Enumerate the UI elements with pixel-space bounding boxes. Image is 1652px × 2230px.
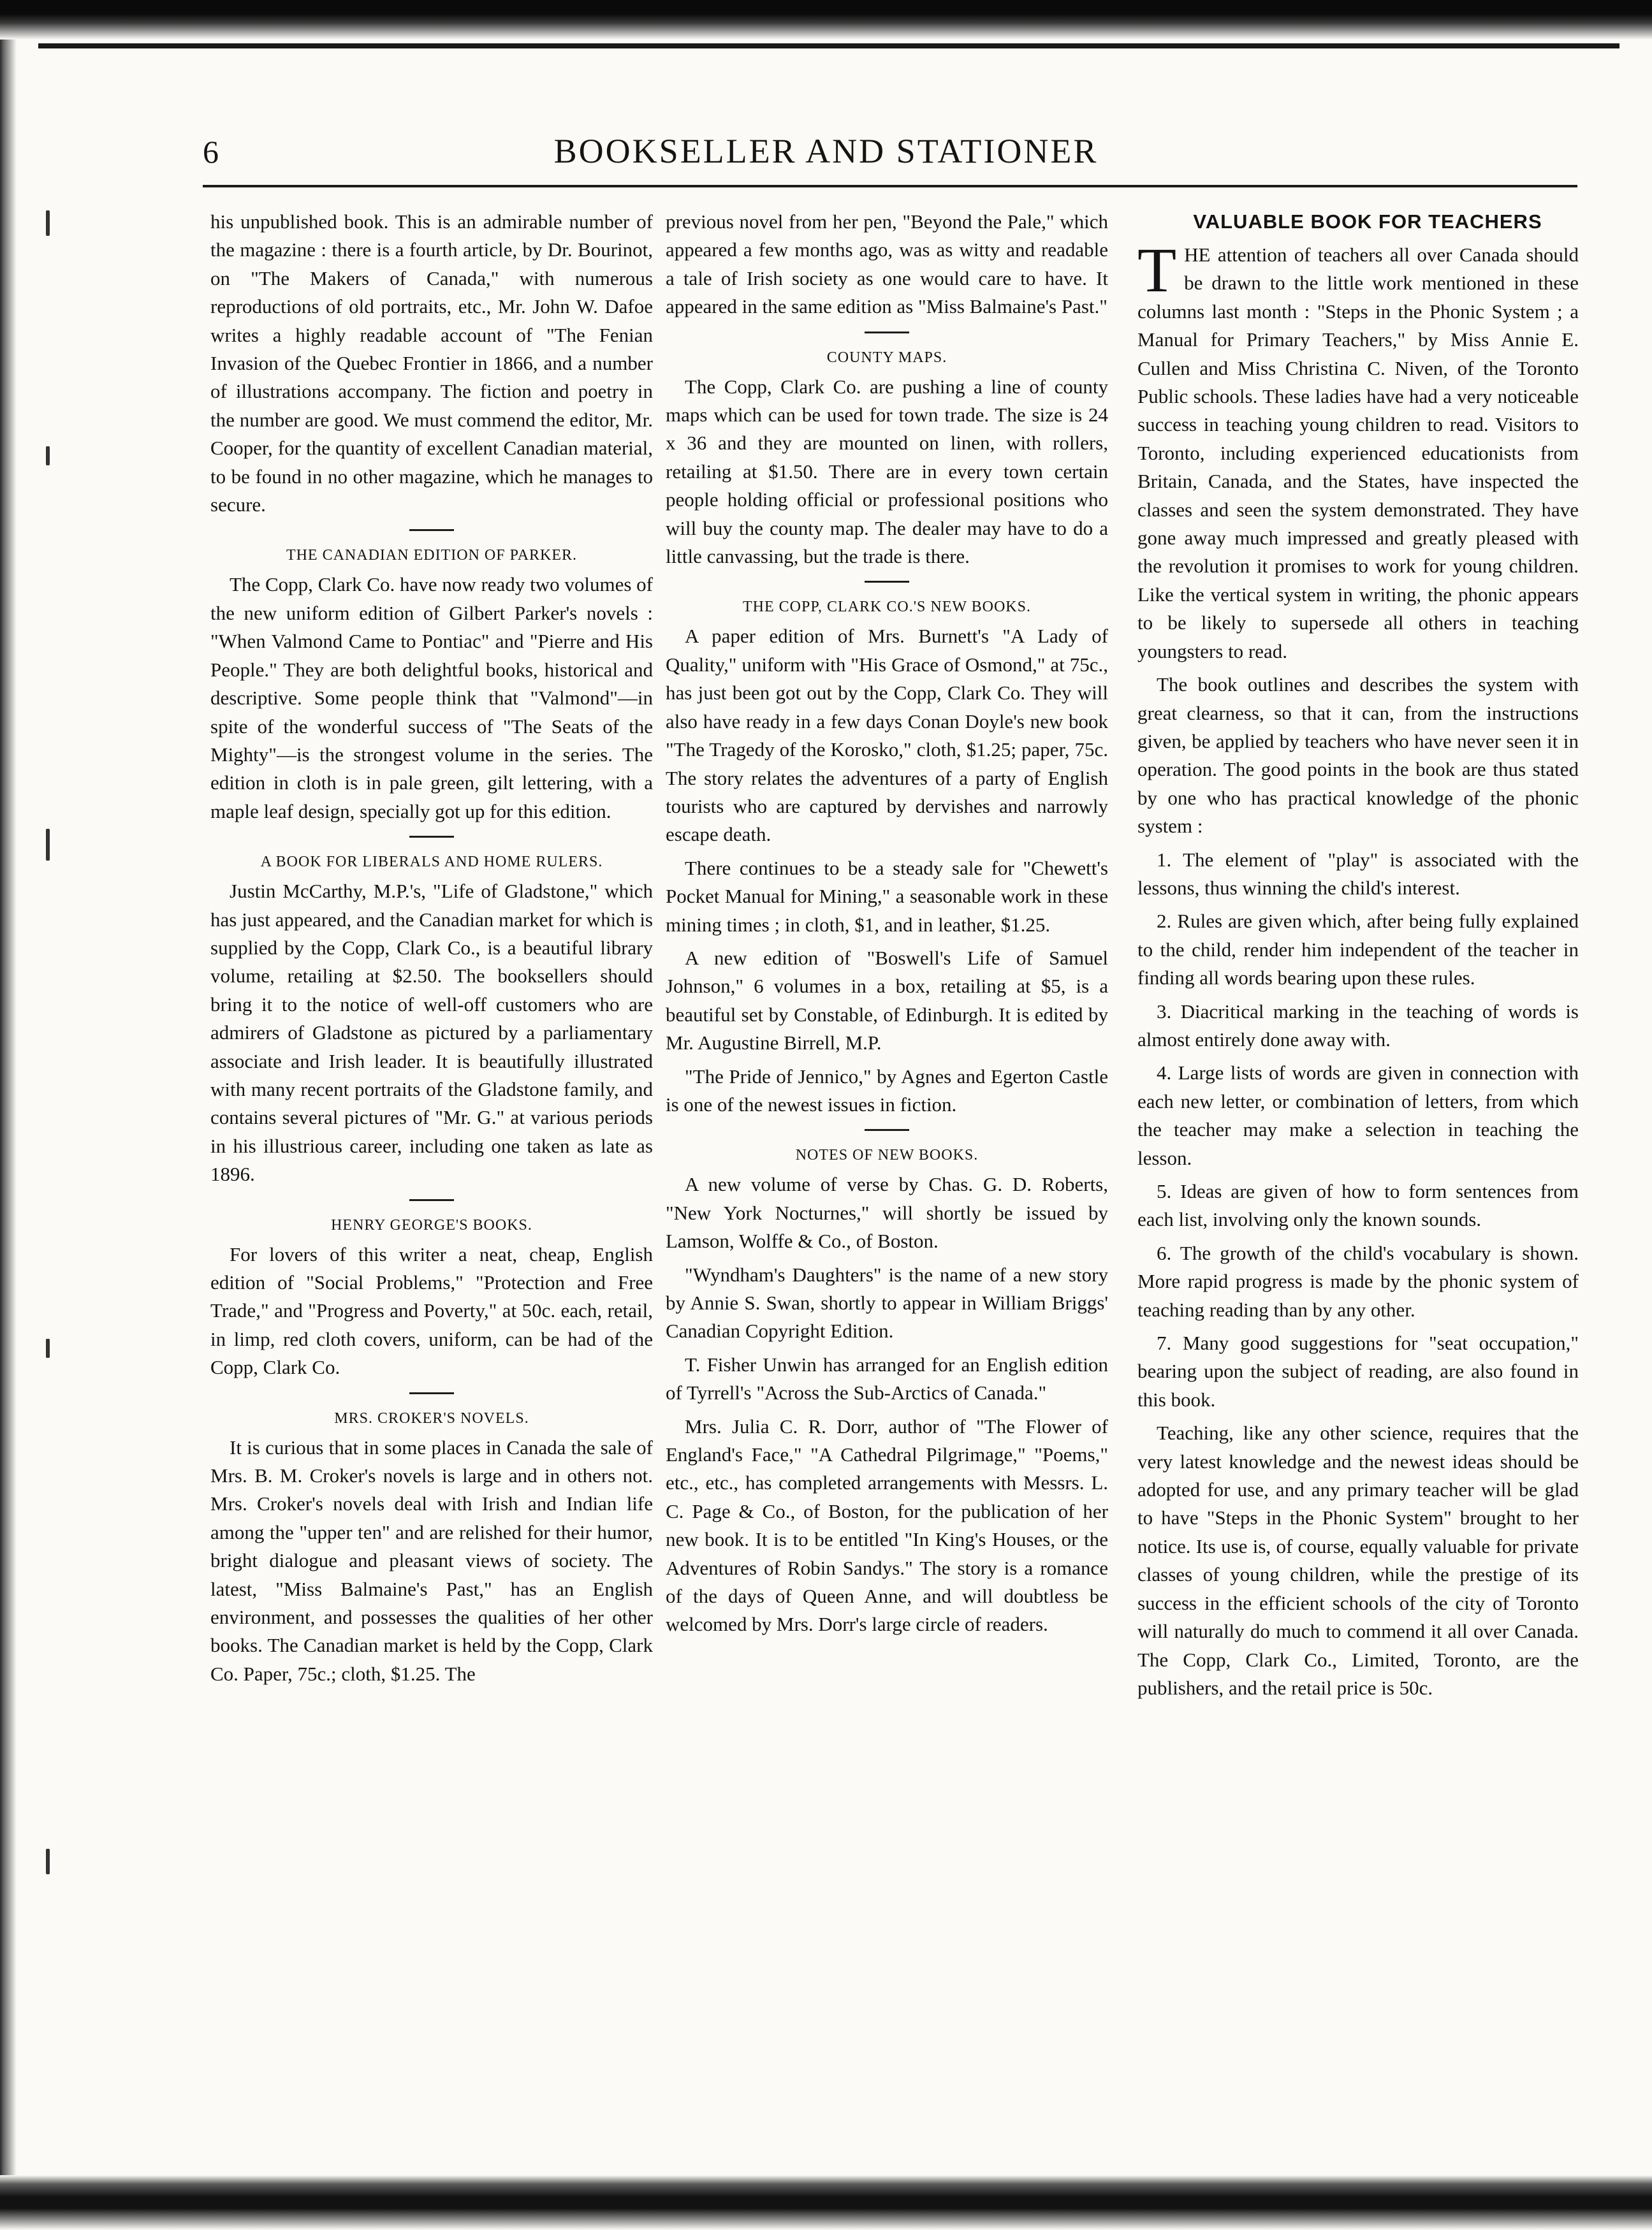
article-paragraph: A new volume of verse by Chas. G. D. Roberts, "New York Nocturnes," will shortly be issued by Lamson, Wolffe & Co., of Boston.: [666, 1173, 1108, 1253]
list-item: 7. Many good suggestions for "seat occupation," bearing upon the subject of reading, are also found in this book.: [1137, 1332, 1579, 1411]
section-heading: HENRY GEORGE'S BOOKS.: [331, 1216, 532, 1234]
scan-bottom-edge: [0, 2175, 1652, 2230]
article-paragraph: Justin McCarthy, M.P.'s, "Life of Gladstone," which has just appeared, and the Canadian market for which is supplied by the Copp, Clark Co., is a beautiful library volume, retailing at $2.50. The booksellers should bring it to the notice of well-off customers who are admirers of Gladstone as pictured by a parliamentary associate and Irish leader. It is beautifully illustrated with many recent portraits of the Gladstone family, and contains several pictures of "Mr. G." at various periods in his illustrious career, including one taken as late as 1896.: [210, 880, 653, 1186]
article-paragraph: [1137, 235, 1579, 666]
list-item: 5. Ideas are given of how to form sentences from each list, involving only the known sounds.: [1137, 1180, 1579, 1231]
drop-cap: T: [1137, 235, 1177, 305]
section-rule: [865, 332, 909, 333]
list-item: 3. Diacritical marking in the teaching of words is almost entirely done away with.: [1137, 1000, 1579, 1051]
section-heading: A BOOK FOR LIBERALS AND HOME RULERS.: [260, 854, 603, 871]
article-paragraph: A paper edition of Mrs. Burnett's "A Lady of Quality," uniform with "His Grace of Osmond," at 75c., has just been got out by the Copp, Clark Co. They will also have ready in a few days Conan Doyle's new book "The Tragedy of the Korosko," cloth, $1.25; paper, 75c. The story relates the adventures of a party of English tourists who are captured by dervishes and narrowly escape death.: [666, 625, 1108, 846]
list-item: 2. Rules are given which, after being fully explained to the child, render him independent of the teacher in finding all words bearing upon these rules.: [1137, 910, 1579, 989]
scan-top-edge: [0, 0, 1652, 40]
edge-mark: [46, 210, 50, 236]
scan-top-rule: [26, 43, 1619, 48]
page-number: 6: [203, 134, 219, 170]
article-paragraph: The book outlines and describes the system with great clearness, so that it can, from the instructions given, be applied by teachers who have never seen it in operation. The good points in the book are thus stated by one who has practical knowledge of the phonic system :: [1137, 673, 1579, 838]
section-heading: THE CANADIAN EDITION OF PARKER.: [286, 547, 578, 564]
article-paragraph: For lovers of this writer a neat, cheap, English edition of "Social Problems," "Protection and Free Trade," and "Progress and Poverty," at 50c. each, retail, in limp, red cloth covers, uniform, can be had of the Copp, Clark Co.: [210, 1243, 653, 1379]
list-item: 4. Large lists of words are given in connection with each new letter, or combination of letters, from which the teacher may make a selection in teaching the lesson.: [1137, 1061, 1579, 1169]
article-paragraph: his unpublished book. This is an admirable number of the magazine : there is a fourth article, by Dr. Bourinot, on "The Makers of Canada," with numerous reproductions of old portraits, etc., Mr. John W. Dafoe writes a highly readable account of "The Fenian Invasion of the Quebec Frontier in 1866, and a number of illustrations accompany. The fiction and poetry in the number are good. We must commend the editor, Mr. Cooper, for the quantity of excellent Canadian material, to be found in no other magazine, which he manages to secure.: [210, 210, 653, 516]
column-middle: [666, 208, 1108, 2159]
section-rule: [865, 1129, 909, 1131]
edge-mark: [46, 1849, 50, 1874]
article-paragraph: previous novel from her pen, "Beyond the Pale," which appeared a few months ago, was as witty and readable a tale of Irish society as one would care to have. It appeared in the same edition as "Miss Balmaine's Past.": [666, 210, 1108, 318]
article-paragraph: "Wyndham's Daughters" is the name of a new story by Annie S. Swan, shortly to appear in William Briggs' Canadian Copyright Edition.: [666, 1263, 1108, 1343]
article-paragraph: The Copp, Clark Co. are pushing a line of county maps which can be used for town trade. The size is 24 x 36 and they are mounted on linen, with rollers, retailing at $1.50. There are in every town certain people holding official or professional positions who will buy the county map. The dealer may have to do a little canvassing, but the trade is there.: [666, 375, 1108, 568]
article-paragraph: Teaching, like any other science, requires that the very latest knowledge and the newest ideas should be adopted for use, and any primary teacher will be glad to have "Steps in the Phonic System" brought to her notice. Its use is, of course, equally valuable for private classes of young children, while the prestige of its success in the efficient schools of the city of Toronto will naturally do much to commend it all over Canada. The Copp, Clark Co., Limited, Toronto, are the publishers, and the retail price is 50c.: [1137, 1422, 1579, 1699]
section-rule: [409, 529, 454, 531]
article-paragraph: The Copp, Clark Co. have now ready two volumes of the new uniform edition of Gilbert Parker's novels : "When Valmond Came to Pontiac" and "Pierre and His People." They are both delightful books, historical and descriptive. Some people think that "Valmond"—in spite of the wonderful success of "The Seats of the Mighty"—is the strongest volume in the series. The edition in cloth is in pale green, gilt lettering, with a maple leaf design, specially got up for this edition.: [210, 573, 653, 822]
section-rule: [409, 1392, 454, 1394]
list-item: 1. The element of "play" is associated with the lessons, thus winning the child's interest.: [1137, 848, 1579, 899]
section-heading: MRS. CROKER'S NOVELS.: [334, 1410, 529, 1427]
article-paragraph: "The Pride of Jennico," by Agnes and Egerton Castle is one of the newest issues in fiction.: [666, 1065, 1108, 1116]
section-rule: [409, 1199, 454, 1201]
section-heading: COUNTY MAPS.: [826, 349, 947, 366]
edge-mark: [46, 829, 50, 861]
section-rule: [409, 836, 454, 838]
section-heading: NOTES OF NEW BOOKS.: [795, 1147, 979, 1164]
section-heading: THE COPP, CLARK CO.'S NEW BOOKS.: [743, 599, 1031, 616]
feature-heading: VALUABLE BOOK FOR TEACHERS: [1193, 210, 1542, 233]
article-paragraph: Mrs. Julia C. R. Dorr, author of "The Flower of England's Face," "A Cathedral Pilgrimage," "Poems," etc., etc., has completed arrangements with Messrs. L. C. Page & Co., of Boston, for the publication of her new book. It is to be entitled "In King's Houses, or the Adventures of Robin Sandys." The story is a romance of the days of Queen Anne, and will doubtless be welcomed by Mrs. Dorr's large circle of readers.: [666, 1415, 1108, 1636]
edge-mark: [46, 1339, 50, 1358]
article-paragraph: T. Fisher Unwin has arranged for an English edition of Tyrrell's "Across the Sub-Arctics of Canada.": [666, 1353, 1108, 1404]
column-left: [210, 208, 653, 2159]
list-item: 6. The growth of the child's vocabulary is shown. More rapid progress is made by the phonic system of teaching reading than by any other.: [1137, 1241, 1579, 1321]
article-paragraph: A new edition of "Boswell's Life of Samuel Johnson," 6 volumes in a box, retailing at $5, is a beautiful set by Constable, of Edinburgh. It is edited by Mr. Augustine Birrell, M.P.: [666, 946, 1108, 1054]
article-paragraph: It is curious that in some places in Canada the sale of Mrs. B. M. Croker's novels is large and in others not. Mrs. Croker's novels deal with Irish and Indian life among the "upper ten" and are relished for their humor, bright dialogue and pleasant views of society. The latest, "Miss Balmaine's Past," has an English environment, and possesses the qualities of her other books. The Canadian market is held by the Copp, Clark Co. Paper, 75c.; cloth, $1.25. The: [210, 1436, 653, 1685]
running-head-title: BOOKSELLER AND STATIONER: [553, 132, 1099, 170]
section-rule: [865, 581, 909, 583]
scan-left-edge: [0, 40, 38, 2230]
column-right: [1137, 208, 1579, 2159]
article-paragraph: There continues to be a steady sale for "Chewett's Pocket Manual for Mining," a seasonable work in these mining times ; in cloth, $1, and in leather, $1.25.: [666, 856, 1108, 936]
lead-text: HE attention of teachers all over Canada should be drawn to the little work mentioned in these columns last month : "Steps in the Phonic System ; a Manual for Primary Teachers," by Miss Annie E. Cullen and Miss Christina C. Niven, of the Toronto Public schools. These ladies have had a very noticeable success in teaching young children to read. Visitors to Toronto, including experienced educationists from Britain, Canada, and the States, have inspected the classes and seen the system demonstrated. They have gone away much impressed and greatly pleased with the revolution it promises to work for young children. Like the vertical system in writing, the phonic appears to be likely to supersede all others in teaching youngsters to read.: [1137, 244, 1579, 662]
header-rule: [203, 185, 1577, 187]
edge-mark: [46, 446, 50, 465]
